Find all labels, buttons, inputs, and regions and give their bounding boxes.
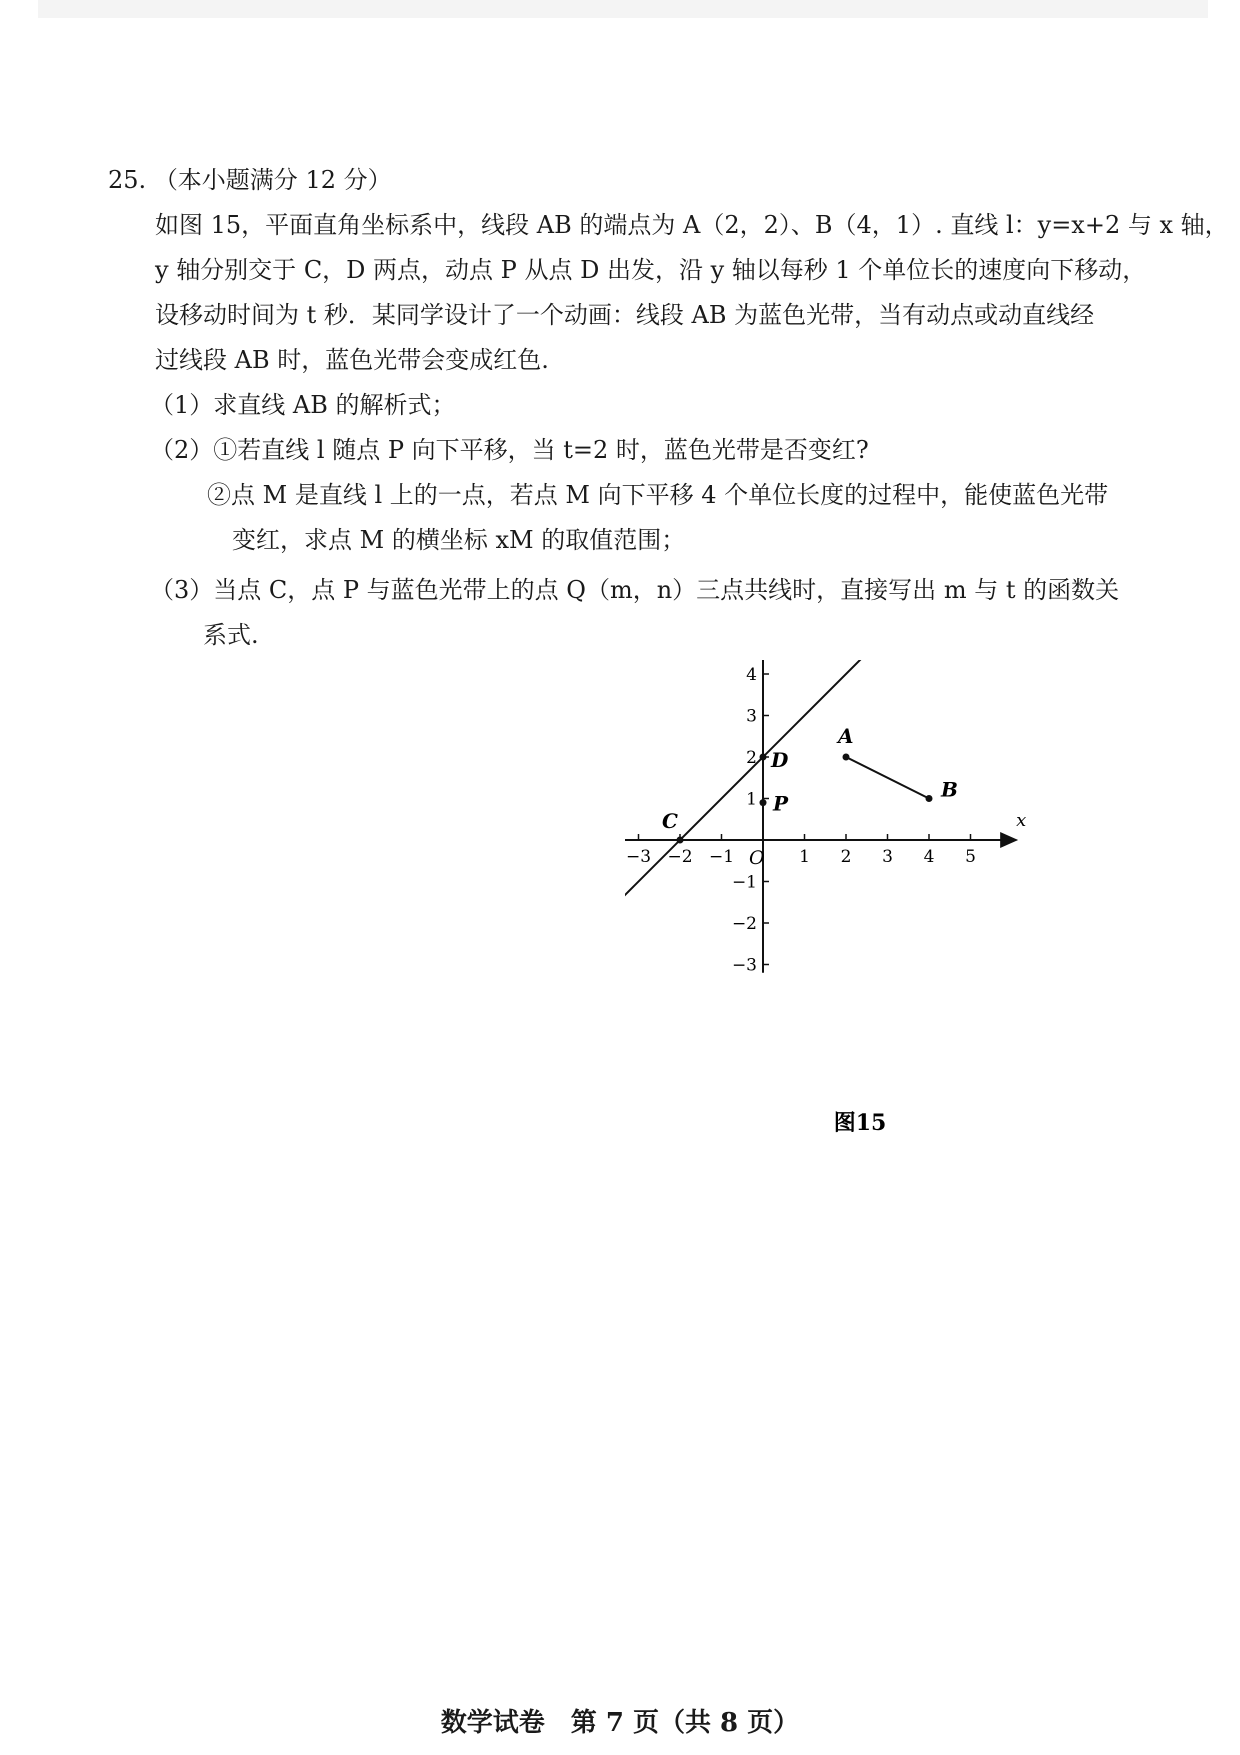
question-score: （本小题满分 12 分） xyxy=(153,166,392,194)
x-tick-label: −3 xyxy=(625,847,652,867)
point-a xyxy=(843,754,850,761)
point-label-p: P xyxy=(773,791,789,816)
question-number-label: 25. xyxy=(108,166,147,194)
page-footer: 数学试卷 第 7 页（共 8 页） xyxy=(440,1708,800,1738)
figure-caption: 图15 xyxy=(833,1110,887,1136)
y-tick-label: 3 xyxy=(746,706,757,727)
point-label-c: C xyxy=(662,809,678,833)
x-tick-label: 2 xyxy=(840,847,852,867)
point-label-a: A xyxy=(838,724,854,748)
y-tick-label: 2 xyxy=(746,748,757,768)
x-axis-label: x xyxy=(1016,810,1027,831)
part-1: （1）求直线 AB 的解析式； xyxy=(150,391,456,419)
point-c xyxy=(677,837,684,844)
part-2-1: （2）①若直线 l 随点 P 向下平移，当 t=2 时，蓝色光带是否变红? xyxy=(150,436,869,464)
figure-15 xyxy=(625,660,1145,1140)
point-p xyxy=(760,799,767,806)
x-tick-label: 5 xyxy=(965,847,976,867)
point-label-b: B xyxy=(941,777,958,802)
origin-label: O xyxy=(749,847,765,869)
y-tick-label: −3 xyxy=(731,955,757,976)
x-tick-label: −1 xyxy=(708,847,735,867)
stem-line-3: 设移动时间为 t 秒．某同学设计了一个动画：线段 AB 为蓝色光带，当有动点或动直线经 xyxy=(155,301,1095,329)
x-tick-label: 1 xyxy=(799,847,810,867)
question-number xyxy=(108,160,392,195)
part-2-2-line-2: 变红，求点 M 的横坐标 xM 的取值范围； xyxy=(232,526,686,554)
coordinate-plane xyxy=(625,660,1145,1140)
point-b xyxy=(926,795,933,802)
x-tick-label: 4 xyxy=(923,847,935,867)
part-2-2-line-1: ②点 M 是直线 l 上的一点，若点 M 向下平移 4 个单位长度的过程中，能使蓝色光带 xyxy=(207,481,1109,509)
scan-top-edge xyxy=(38,0,1208,18)
y-tick-label: −2 xyxy=(731,914,757,934)
part-3-line-2: 系式. xyxy=(203,621,259,649)
x-tick-label: −2 xyxy=(667,847,693,867)
y-tick-label: 4 xyxy=(746,665,757,685)
x-tick-label: 3 xyxy=(882,847,893,867)
point-label-d: D xyxy=(771,748,789,772)
part-3-line-1: （3）当点 C，点 P 与蓝色光带上的点 Q（m，n）三点共线时，直接写出 m 与 t 的函数关 xyxy=(150,576,1120,604)
stem-line-2: y 轴分别交于 C，D 两点，动点 P 从点 D 出发，沿 y 轴以每秒 1 个单位长的速度向下移动， xyxy=(155,256,1147,284)
point-d xyxy=(760,754,767,761)
stem-line-1: 如图 15，平面直角坐标系中，线段 AB 的端点为 A（2，2）、B（4，1）. 直线 l：y=x+2 与 x 轴， xyxy=(155,211,1229,239)
stem-line-4: 过线段 AB 时，蓝色光带会变成红色. xyxy=(155,346,549,374)
y-tick-label: 1 xyxy=(746,789,757,810)
y-tick-label: −1 xyxy=(731,872,757,893)
segment-ab xyxy=(846,757,929,799)
